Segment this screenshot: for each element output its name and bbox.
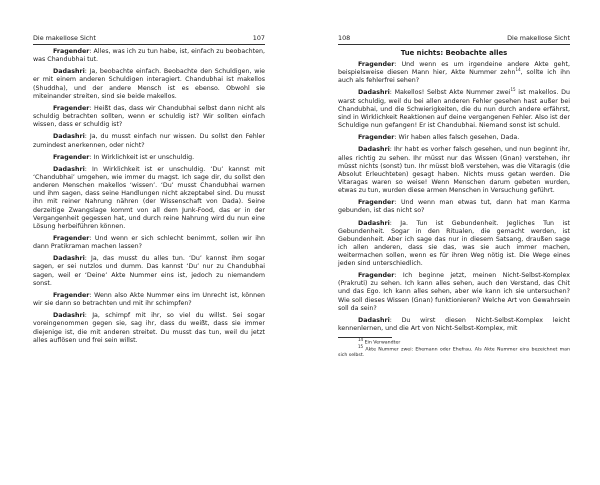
speaker-label: Dadashri: [53, 133, 85, 141]
right-header-title: Die makellose Sicht: [507, 34, 570, 42]
speaker-label: Fragender: [358, 134, 395, 142]
left-running-header: [33, 33, 265, 45]
footnote-text: Ein Verwandter: [363, 340, 401, 346]
paragraph: [338, 317, 570, 333]
speaker-label: Dadashri: [358, 89, 390, 97]
paragraph: [338, 134, 570, 142]
right-page-number: 108: [338, 34, 351, 42]
paragraph: [33, 166, 265, 231]
paragraph-text: : In Wirklichkeit ist er unschuldig. ‘Du’ kannst mit ‘Chandubhai’ umgehen, wie immer du magst. Ich sage dir, du sollst den anderen Menschen makellos ‘wissen’. ‘Du’ musst Chandubhai warnen und ihm sagen, dass seine Handlungen nicht akzeptabel sind. Du musst ihn mit reiner Nahrung nähren (der Wissenschaft von Dada). Seine derzeitige Zwangslage kommt von all dem Junk-Food, das er in der Vergangenheit gegessen hat, und durch reine Nahrung wird du nun eine Lösung herbeiführen können.: [33, 166, 265, 230]
speaker-label: Fragender: [53, 153, 90, 161]
footnote-marker: 15: [510, 87, 516, 93]
paragraph: [33, 154, 265, 162]
paragraph: [338, 272, 570, 312]
speaker-label: Fragender: [358, 199, 395, 207]
paragraph: [33, 312, 265, 344]
speaker-label: Fragender: [53, 104, 90, 112]
paragraph-text: , sollte ich ihn auch als fehlerfrei sehen?: [338, 69, 570, 85]
paragraph: [33, 105, 265, 129]
speaker-label: Dadashri: [53, 68, 85, 76]
right-page: [338, 0, 570, 485]
paragraph-text: : Ja. Tun ist Gebundenheit. Jegliches Tun ist Gebundenheit. Sogar in den Ritualen, die gemacht werden, ist Gebundenheit. Aber ich sage das nur in diesem Satsang, draußen sage ich allen anderen, dass sie das, was sie auch immer machen, weitermachen sollen, wenn es für ihren Weg nötig ist. Die Wege eines jeden sind unterschiedlich.: [338, 219, 570, 267]
speaker-label: Fragender: [53, 291, 90, 299]
left-page-number: 107: [252, 34, 265, 42]
paragraph-text: : Und wenn er sich schlecht benimmt, sollen wir ihn dann Pratikraman machen lassen?: [33, 235, 265, 251]
paragraph: [33, 68, 265, 100]
footnote-divider: [338, 337, 392, 338]
paragraph: [33, 292, 265, 308]
paragraph-text: : Heißt das, dass wir Chandubhai selbst dann nicht als schuldig betrachten sollten, wenn er schuldig ist? Wir sollten einfach wissen, dass er schuldig ist?: [33, 104, 265, 129]
speaker-label: Dadashri: [358, 146, 390, 154]
paragraph-text: : Wir haben alles falsch gesehen, Dada.: [394, 134, 520, 142]
paragraph: [338, 146, 570, 195]
speaker-label: Fragender: [358, 61, 395, 68]
paragraph: [33, 235, 265, 251]
paragraph: [338, 199, 570, 215]
right-running-header: [338, 33, 570, 45]
paragraph-text: : Ja, du musst einfach nur wissen. Du sollst den Fehler zumindest anerkennen, oder nicht?: [33, 133, 265, 149]
paragraph-text: : Und wenn man etwas tut, dann hat man Karma gebunden, ist das nicht so?: [338, 199, 570, 215]
speaker-label: Fragender: [53, 235, 90, 242]
paragraph-text: : Ja, beobachte einfach. Beobachte den Schuldigen, wie er mit einem anderen Schuldigen interagiert. Chandubhai ist makellos (Shuddha), und der andere Mensch ist es ebenso. Obwohl sie miteinander streiten, sind sie beide makellos.: [33, 68, 265, 100]
speaker-label: Dadashri: [53, 312, 85, 320]
paragraph-text: : Ich beginne jetzt, meinen Nicht-Selbst-Komplex (Prakruti) zu sehen. Ich kann alles sehen, auch den Verstand, das Chit und das Ego. Ich kann alles sehen, aber wie kann ich sie untersuchen? Wie soll dieses Wissen (Gnan) funktionieren? Welche Art von Gewahrsein soll da sein?: [338, 272, 570, 312]
paragraph: [338, 89, 570, 129]
right-page-body: [338, 45, 570, 359]
paragraph-text: : Alles, was ich zu tun habe, ist, einfach zu beobachten, was Chandubhai tut.: [33, 48, 265, 64]
speaker-label: Fragender: [358, 272, 395, 280]
speaker-label: Dadashri: [53, 166, 85, 174]
paragraph: [338, 61, 570, 85]
paragraph-text: : Makellos! Selbst Akte Nummer zwei: [389, 89, 511, 97]
left-page: [33, 0, 265, 485]
paragraph-text: : Du wirst diesen Nicht-Selbst-Komplex leicht kennenlernen, und die Art von Nicht-Selbst-Komplex, mit: [338, 316, 570, 333]
paragraph-text: ist makellos. Du warst schuldig, weil du bei allen anderen Fehler gesehen hast außer bei Chandubhai, und die Schwierigkeiten, die du nun durch andere erfährst, sind in Wirklichkeit Reaktionen auf deine vergangenen Fehler. Also ist der Schuldige nun gefangen! Er ist Chandubhai. Niemand sonst ist schuld.: [338, 89, 570, 129]
speaker-label: Dadashri: [358, 316, 390, 324]
section-title: Tue nichts: Beobachte alles: [400, 49, 508, 57]
paragraph-text: : In Wirklichkeit ist er unschuldig.: [89, 153, 195, 161]
left-header-title: Die makellose Sicht: [33, 34, 96, 42]
paragraph: [338, 220, 570, 269]
paragraph-text: : Ihr habt es vorher falsch gesehen, und nun beginnt ihr, alles richtig zu sehen. Ihr müsst nur das Wissen (Gnan) verstehen, ihr müsst nichts (sonst) tun. Ihr müsst bloß verstehen, was die Vitaragis (die Absolut Erleuchteten) gesagt haben. Nichts muss getan werden. Die Vitaragas waren so weise! Wenn Menschen darum gebeten wurden, etwas zu tun, wurden diese armen Menschen in Versuchung geführt.: [338, 146, 570, 194]
speaker-label: Fragender: [53, 48, 90, 55]
paragraph: [33, 48, 265, 64]
footnote-text: Akte Nummer zwei: Ehemann oder Ehefrau. Als Akte Nummer eins bezeichnet man sich selbst.: [338, 347, 570, 359]
paragraph-text: : Und wenn es um irgendeine andere Akte geht, beispielsweise diesen Mann hier, Akte Nummer zehn: [338, 61, 570, 77]
paragraph: [33, 133, 265, 149]
paragraph-text: : Ja, das musst du alles tun. ‘Du’ kannst ihm sogar sagen, er sei nutzlos und dumm. Das kannst ‘Du’ nur zu Chandubhai sagen, weil er ‘Deine’ Akte Nummer eins ist, jedoch zu niemandem sonst.: [33, 255, 265, 287]
speaker-label: Dadashri: [53, 255, 85, 263]
footnote-marker: 14: [515, 67, 521, 72]
paragraph-text: : Ja, schimpf mit ihr, so viel du willst. Sei sogar voreingenommen gegen sie, sag ihr, dass du weißt, dass sie immer diejenige ist, die mit anderen streitet. Du musst das tun, weil du jetzt alles auflösen und frei sein willst.: [33, 312, 265, 344]
paragraph-text: : Wenn also Akte Nummer eins im Unrecht ist, können wir sie dann so betrachten und mit ihr schimpfen?: [33, 291, 265, 308]
paragraph: [33, 255, 265, 287]
left-page-body: [33, 45, 265, 345]
speaker-label: Dadashri: [358, 219, 390, 227]
footnote-number: 15: [358, 343, 364, 349]
footnote-number: 14: [358, 337, 364, 343]
